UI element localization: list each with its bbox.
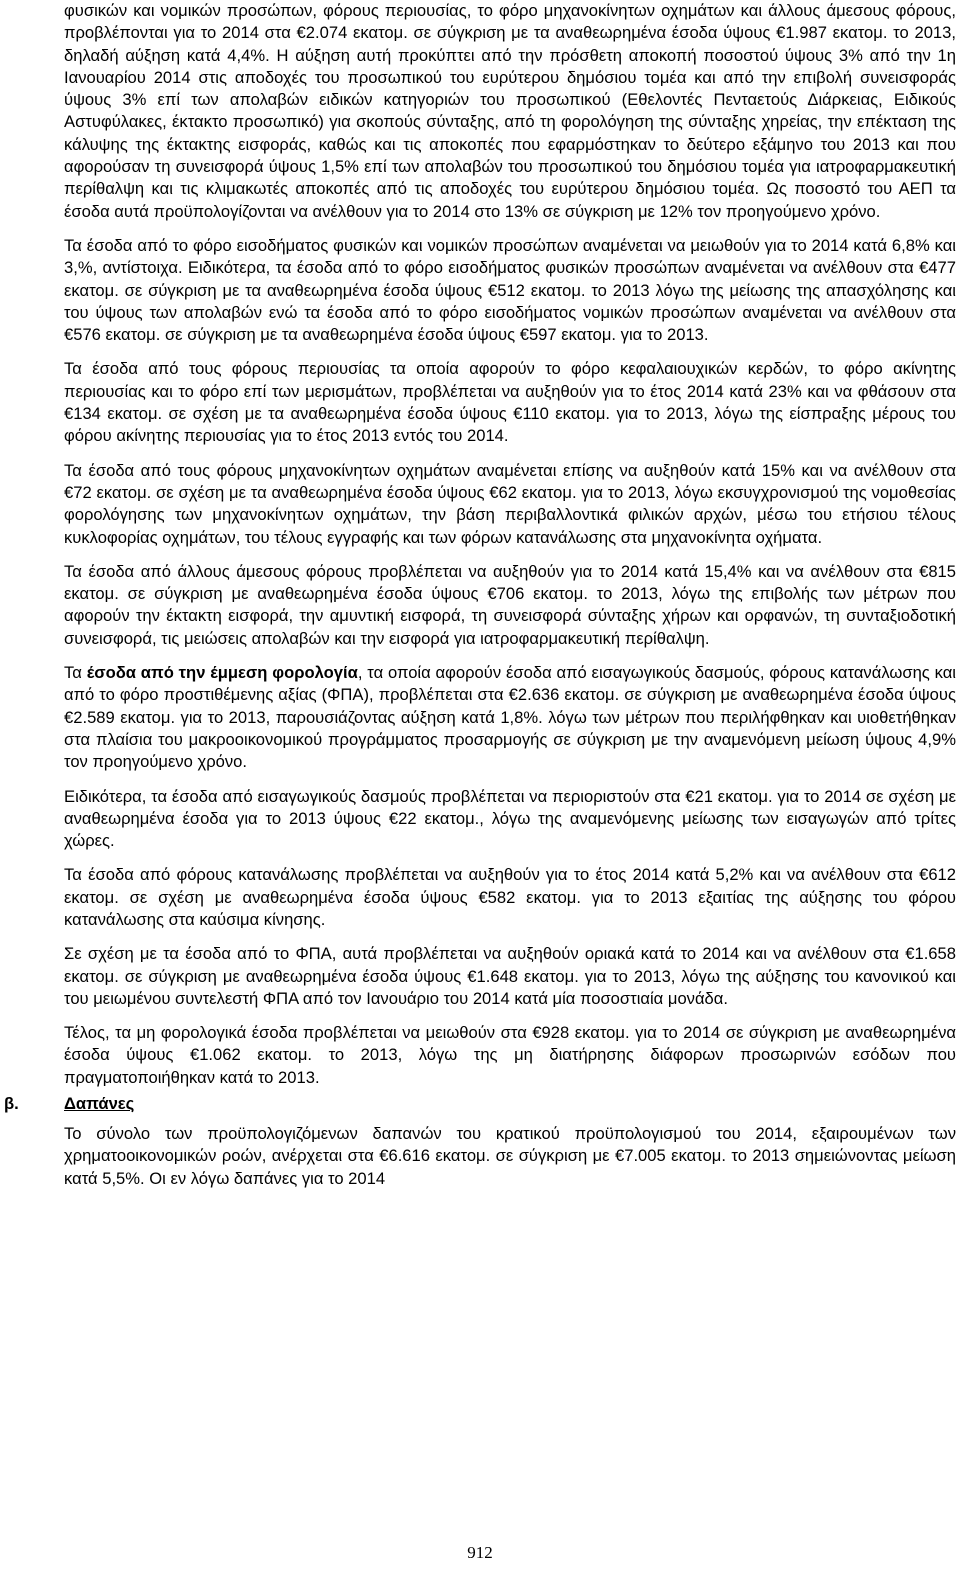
paragraph-vehicle-tax: Τα έσοδα από τους φόρους μηχανοκίνητων οχημάτων αναμένεται επίσης να αυξηθούν κατά 15% και να ανέλθουν στα €72 εκατομ. σε σχέση με τα αναθεωρημένα έσοδα ύψους €62 εκατομ. για το 2013, λόγω εκσυγχρονισμού της νομοθεσίας φορολόγησης των μηχανοκίνητων οχημάτων, την βάση περιβαλλοντικά φιλικών αρχών, μέσω του ετήσιου τέλους κυκλοφορίας οχημάτων, του τέλους εγγραφής και των φόρων κατανάλωσης στα μηχανοκίνητα οχήματα. (64, 460, 956, 547)
document-page (4, 0, 956, 1190)
paragraph-direct-taxes: φυσικών και νομικών προσώπων, φόρους περιουσίας, το φόρο μηχανοκίνητων οχημάτων και άλλους άμεσους φόρους, προβλέπονται για το 2014 στα €2.074 εκατομ. σε σύγκριση με τα αναθεωρημένα έσοδα ύψους €1.987 εκατομ. το 2013, δηλαδή αύξηση κατά 4,4%. Η αύξηση αυτή προκύπτει από την πρόσθετη αποκοπή ποσοστού ύψους 3% από την 1η Ιανουαρίου 2014 στις αποδοχές του προσωπικού του ευρύτερου δημόσιου τομέα και από την επιβολή συνεισφοράς ύψους 3% επί των απολαβών ειδικών κατηγοριών του προσωπικού (Εθελοντές Πενταετούς Διάρκειας, Ειδικούς Αστυφύλακες, έκτακτο προσωπικό) για σκοπούς σύνταξης, από τη φορολόγηση της σύνταξης χηρείας, την επέκταση της κάλυψης της έκτακτης εισφοράς, καθώς και τις αποκοπές που εφαρμόστηκαν το δεύτερο εξάμηνο του 2013 και που αφορούσαν τη συνεισφορά ύψους 1,5% επί των απολαβών του προσωπικού του δημόσιου τομέα για ιατροφαρμακευτική περίθαλψη και τις κλιμακωτές αποκοπές από τις αποδοχές του ευρύτερου δημόσιου τομέα. Ως ποσοστό του ΑΕΠ τα έσοδα αυτά προϋπολογίζονται να ανέλθουν για το 2014 στο 13% σε σύγκριση με 12% τον προηγούμενο χρόνο. (64, 1, 956, 221)
paragraph-indirect-taxation (64, 662, 956, 773)
page-number: 912 (467, 1543, 493, 1562)
paragraph-vat: Σε σχέση με τα έσοδα από το ΦΠΑ, αυτά προβλέπεται να αυξηθούν οριακά κατά το 2014 και να ανέλθουν στα €1.658 εκατομ. σε σύγκριση με αναθεωρημένα έσοδα ύψους €1.648 εκατομ. για το 2013, λόγω της αύξησης του κανονικού και του μειωμένου συντελεστή ΦΠΑ από τον Ιανουάριο του 2014 κατά μία ποσοστιαία μονάδα. (64, 944, 956, 1008)
paragraph-indirect-bold: έσοδα από την έμμεση φορολογία (86, 663, 358, 683)
paragraph-non-tax-revenue: Τέλος, τα μη φορολογικά έσοδα προβλέπεται να μειωθούν στα €928 εκατομ. για το 2014 σε σύγκριση με αναθεωρημένα έσοδα ύψους €1.062 εκατομ. το 2013, λόγω της μη διατήρησης διάφορων προσωρινών εσόδων που πραγματοποιήθηκαν κατά το 2013. (64, 1023, 956, 1087)
paragraph-import-duties: Ειδικότερα, τα έσοδα από εισαγωγικούς δασμούς προβλέπεται να περιοριστούν στα €21 εκατομ. για το 2014 σε σχέση με αναθεωρημένα έσοδα για το 2013 ύψους €22 εκατομ., λόγω της αναμενόμενης μείωσης των εισαγωγών από τρίτες χώρες. (64, 786, 956, 851)
paragraph-indirect-post: , τα οποία αφορούν έσοδα από εισαγωγικούς δασμούς, φόρους κατανάλωσης και από το φόρο προστιθέμενης αξίας (ΦΠΑ), προβλέπεται στα €2.636 εκατομ. σε σύγκριση με αναθεωρημένα έσοδα ύψους €2.589 εκατομ. για το 2013, παρουσιάζοντας αύξηση κατά 1,8%. λόγω των μέτρων που περιλήφθηκαν και υιοθετήθηκαν στα πλαίσια του μακροοικονομικού προγράμματος προσαρμογής σε σύγκριση με την αναμενόμενη μείωση ύψους 4,9% τον προηγούμενο χρόνο. (64, 663, 956, 772)
paragraph-excise-duties: Τα έσοδα από φόρους κατανάλωσης προβλέπεται να αυξηθούν για το έτος 2014 κατά 5,2% και να ανέλθουν στα €612 εκατομ. σε σχέση με αναθεωρημένα έσοδα ύψους €582 εκατομ. για το 2013 εξαιτίας της αύξησης του φόρου κατανάλωσης στα καύσιμα κίνησης. (64, 865, 956, 929)
paragraph-income-tax: Τα έσοδα από το φόρο εισοδήματος φυσικών και νομικών προσώπων αναμένεται να μειωθούν για το 2014 κατά 6,8% και 3,%, αντίστοιχα. Ειδικότερα, τα έσοδα από το φόρο εισοδήματος φυσικών προσώπων αναμένεται να ανέλθουν στα €477 εκατομ. σε σύγκριση με τα αναθεωρημένα έσοδα ύψους €512 εκατομ. το 2013 λόγω της μείωσης της απασχόλησης και του ύψους των απολαβών ενώ τα έσοδα από το φόρο εισοδήματος νομικών προσώπων αναμένεται να ανέλθουν στα €576 εκατομ. σε σύγκριση με τα αναθεωρημένα έσοδα ύψους €597 εκατομ. για το 2013. (64, 235, 956, 345)
paragraph-indirect-pre: Τα (64, 663, 87, 683)
section-heading (4, 1093, 956, 1115)
section-letter: β. (4, 1094, 19, 1114)
paragraph-other-direct-taxes: Τα έσοδα από άλλους άμεσους φόρους προβλέπεται να αυξηθούν για το 2014 κατά 15,4% και να ανέλθουν στα €815 εκατομ. σε σύγκριση με αναθεωρημένα έσοδα ύψους €706 εκατομ. το 2013, λόγω της επιβολής των μέτρων που αφορούν την έκτακτη εισφορά, την αμυντική εισφορά, τη συνεισφορά σύνταξης χήρων και ορφανών, τη συνταξιοδοτική συνεισφορά, τις μειώσεις απολαβών και την εισφορά για ιατροφαρμακευτική περίθαλψη. (64, 561, 956, 648)
paragraph-expenditure: Το σύνολο των προϋπολογιζόμενων δαπανών του κρατικού προϋπολογισμού του 2014, εξαιρουμένων των χρηματοοικονομικών ροών, ανέρχεται στα €6.616 εκατομ. σε σύγκριση με €7.005 εκατομ. το 2013 σημειώνοντας μείωση κατά 5,5%. Οι εν λόγω δαπάνες για το 2014 (64, 1124, 956, 1188)
paragraph-property-tax: Τα έσοδα από τους φόρους περιουσίας τα οποία αφορούν το φόρο κεφαλαιουχικών κερδών, το φόρο ακίνητης περιουσίας και το φόρο επί των μερισμάτων, προβλέπεται να αυξηθούν για το έτος 2014 κατά 23% και να φθάσουν στα €134 εκατομ. σε σχέση με τα αναθεωρημένα έσοδα ύψους €110 εκατομ. για το 2013, λόγω της είσπραξης μέρους του φόρου ακίνητης περιουσίας για το έτος 2013 εντός του 2014. (64, 359, 956, 446)
section-title: Δαπάνες (64, 1094, 135, 1114)
